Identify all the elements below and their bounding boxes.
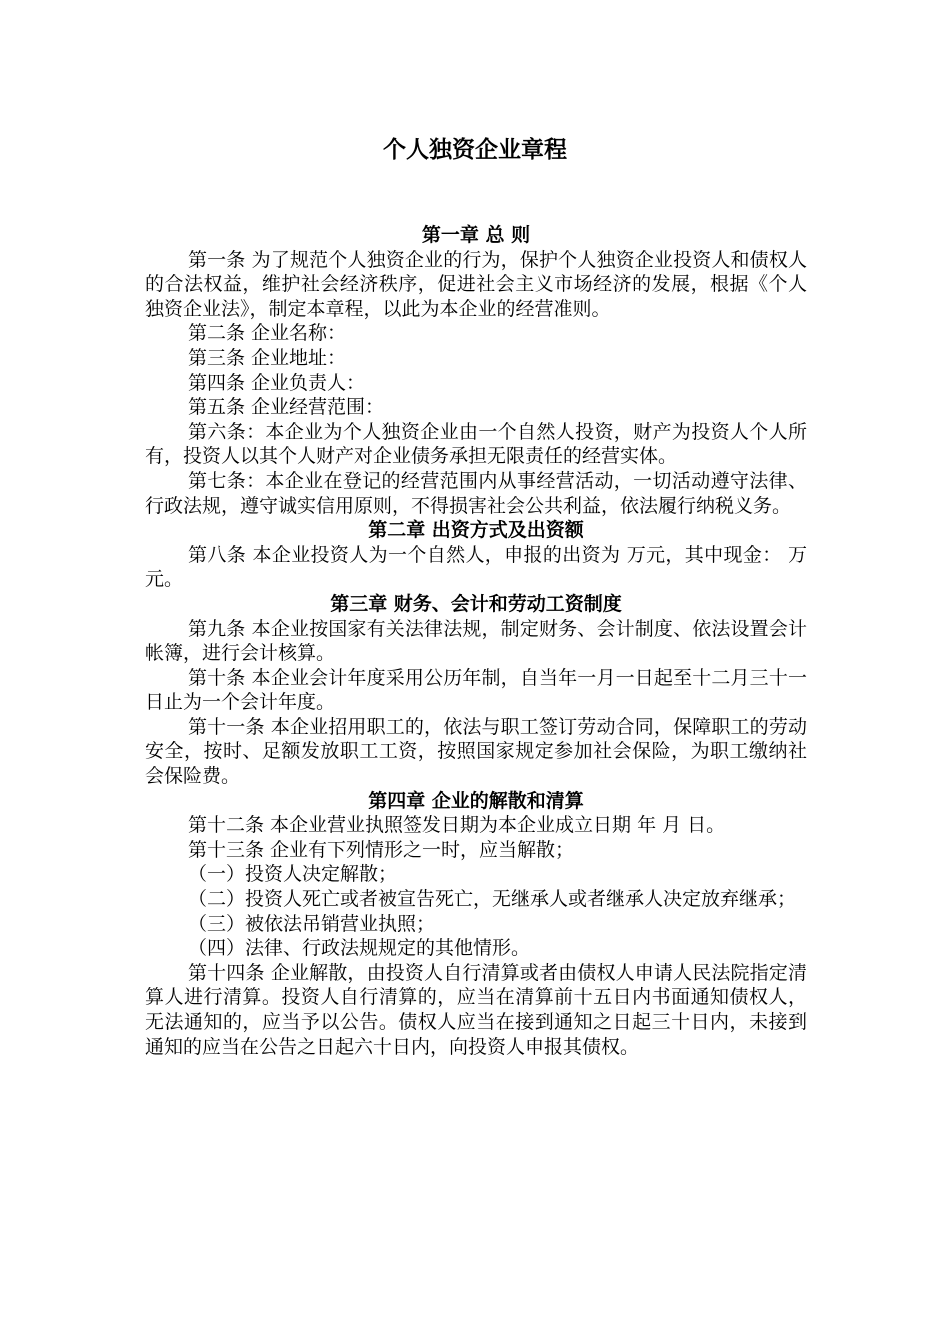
dissolution-item-1: （一）投资人决定解散； bbox=[188, 863, 398, 886]
article-6: 第六条：本企业为个人独资企业由一个自然人投资，财产为投资人个人所有，投资人以其个人财产对企业债务承担无限责任的经营实体。 bbox=[145, 420, 807, 468]
article-12: 第十二条 本企业营业执照签发日期为本企业成立日期 年 月 日。 bbox=[188, 814, 726, 837]
chapter-heading: 第二章 出资方式及出资额 bbox=[368, 519, 584, 542]
article-10: 第十条 本企业会计年度采用公历年制，自当年一月一日起至十二月三十一日止为一个会计年度。 bbox=[145, 666, 807, 714]
chapter-heading: 第四章 企业的解散和清算 bbox=[368, 789, 584, 812]
chapter-heading: 第三章 财务、会计和劳动工资制度 bbox=[330, 592, 622, 615]
article-3: 第三条 企业地址： bbox=[188, 346, 347, 369]
article-13: 第十三条 企业有下列情形之一时，应当解散； bbox=[188, 838, 575, 861]
article-7: 第七条：本企业在登记的经营范围内从事经营活动，一切活动遵守法律、行政法规，遵守诚实信用原则，不得损害社会公共利益，依法履行纳税义务。 bbox=[145, 469, 807, 517]
document-title: 个人独资企业章程 bbox=[383, 137, 567, 163]
article-14: 第十四条 企业解散，由投资人自行清算或者由债权人申请人民法院指定清算人进行清算。投资人自行清算的，应当在清算前十五日内书面通知债权人，无法通知的，应当予以公告。债权人应当在接到通知之日起三十日内，未接到通知的应当在公告之日起六十日内，向投资人申报其债权。 bbox=[145, 961, 807, 1058]
dissolution-item-3: （三）被依法吊销营业执照； bbox=[188, 912, 436, 935]
article-11: 第十一条 本企业招用职工的，依法与职工签订劳动合同，保障职工的劳动安全，按时、足额发放职工工资，按照国家规定参加社会保险，为职工缴纳社会保险费。 bbox=[145, 715, 807, 788]
chapter-1 bbox=[145, 223, 807, 518]
article-4: 第四条 企业负责人： bbox=[188, 371, 366, 394]
dissolution-item-4: （四）法律、行政法规规定的其他情形。 bbox=[188, 937, 531, 960]
article-5: 第五条 企业经营范围： bbox=[188, 396, 385, 419]
chapter-2 bbox=[145, 518, 807, 592]
chapter-heading: 第一章 总 则 bbox=[421, 224, 531, 246]
article-8: 第八条 本企业投资人为一个自然人，申报的出资为 万元，其中现金： 万元。 bbox=[145, 543, 807, 591]
chapter-3 bbox=[145, 592, 807, 789]
article-9: 第九条 本企业按国家有关法律法规，制定财务、会计制度、依法设置会计帐簿，进行会计核算。 bbox=[145, 617, 807, 665]
chapter-4 bbox=[145, 789, 807, 1060]
document-body bbox=[145, 223, 807, 1059]
article-2: 第二条 企业名称： bbox=[188, 322, 347, 345]
article-1: 第一条 为了规范个人独资企业的行为，保护个人独资企业投资人和债权人的合法权益，维护社会经济秩序，促进社会主义市场经济的发展，根据《个人独资企业法》，制定本章程，以此为本企业的经营准则。 bbox=[145, 248, 807, 320]
dissolution-item-2: （二）投资人死亡或者被宣告死亡，无继承人或者继承人决定放弃继承； bbox=[188, 888, 797, 911]
